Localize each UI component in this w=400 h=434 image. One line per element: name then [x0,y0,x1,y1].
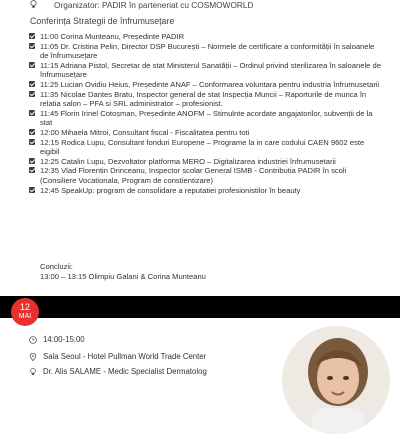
agenda-item: 12:00 Mihaela Mitroi, Consultant fiscal - Fiscalitatea pentru toti [29,128,381,138]
checkbox-icon [29,62,35,68]
checkbox-icon [29,43,35,49]
conclusions-label: Concluzii: [40,262,73,271]
checkbox-icon [29,187,35,193]
agenda-item: 11:05 Dr. Cristina Pelin, Director DSP București – Normele de certificare a conformității în saloanele de înfrumusețare [29,42,381,61]
conclusions-text: 13:00 – 13:15 Olimpiu Galani & Corina Munteanu [40,271,206,281]
agenda-item: 12:45 SpeakUp: program de consolidare a reputatiei profesionistilor în beauty [29,186,381,196]
lightbulb-icon [30,0,37,9]
agenda-item: 11:45 Florin Irinel Cotoșman, Președinte ANOFM – Stimulnte acordate angajatorilor, subvenții de la stat [29,109,381,128]
agenda-item: 12:25 Catalin Lupu, Dezvoltator platforma MERO – Digitalizarea industriei înfrumusetarii [29,157,381,167]
session-location-text: Sala Seoul - Hotel Pullman World Trade Center [43,352,207,361]
organizer-line [22,0,392,11]
session-time-text: 14:00-15:00 [43,335,85,344]
date-month: MAI [18,313,32,320]
clock-icon [29,336,37,344]
checkbox-icon [29,139,35,145]
checkbox-icon [29,158,35,164]
checkbox-icon [29,91,35,97]
conclusions-block [40,262,206,281]
agenda-list [29,32,381,195]
section-divider-bar [0,296,400,318]
checkbox-icon [29,33,35,39]
agenda-item: 11:25 Lucian Ovidiu Heius, Președinte ANAF – Conformarea voluntara pentru industria înfrumusetarii [29,80,381,90]
lightbulb-icon [29,368,37,376]
agenda-item: 12:35 Vlad Florentin Drinceanu, Inspector scolar General ISMB - Contributia PADIR în scoli (Consiliere Vocationala, Program de constientizare) [29,166,381,185]
speaker-portrait-image [282,326,390,434]
checkbox-icon [29,81,35,87]
agenda-item: 11:15 Adriana Pistol, Secretar de stat Ministerul Sanatății – Ordinul privind sterilizarea în saloanele de înfrumusețare [29,61,381,80]
conference-title: Conferința Strategii de înfrumusețare [30,16,175,26]
checkbox-icon [29,110,35,116]
speaker-photo [282,326,390,434]
agenda-item: 11:35 Nicolae Dantes Bratu, Inspector general de stat Inspecția Muncii – Raporturile de munca în relatia salon – PFA si SRL administrator – profesionist. [29,90,381,109]
checkbox-icon [29,129,35,135]
checkbox-icon [29,167,35,173]
agenda-item: 12:15 Rodica Lupu, Consultant fonduri Europene – Programe la in care codului CAEN 9602 este eigibil [29,138,381,157]
session-speaker-text: Dr. Alis SALAME - Medic Specialist Dermatolog [43,367,207,376]
date-day: 12 [19,302,30,312]
date-badge [11,298,39,326]
map-pin-icon [29,353,37,361]
agenda-item: 11:00 Corina Munteanu, Președinte PADIR [29,32,381,42]
organizer-text: Organizator: PADIR în parteneriat cu COSMOWORLD [54,0,254,10]
